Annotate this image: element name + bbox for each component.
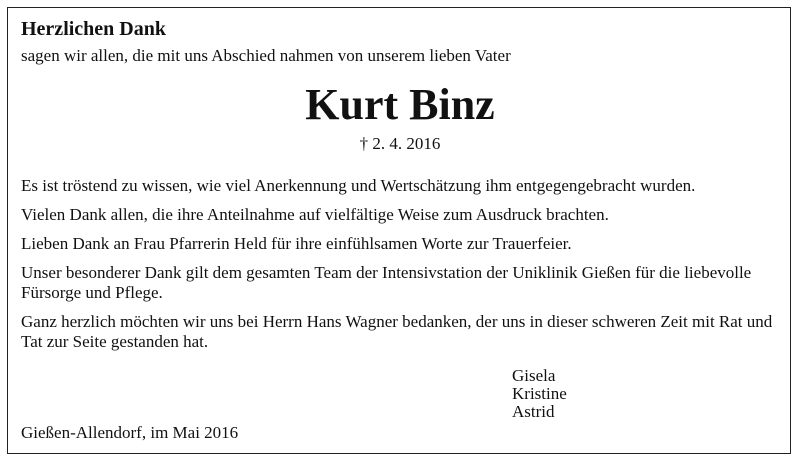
paragraph: Ganz herzlich möchten wir uns bei Herrn Hans Wagner bedanken, der uns in dieser schweren Zeit mit Rat und Tat zur Seite gestanden hat.: [21, 312, 773, 351]
paragraph: Es ist tröstend zu wissen, wie viel Anerkennung und Wertschätzung ihm entgegengebracht wurden.: [21, 176, 696, 195]
paragraph: Unser besonderer Dank gilt dem gesamten Team der Intensivstation der Uniklinik Gießen für die liebevolle Fürsorge und Pflege.: [21, 263, 752, 302]
signer-name: Kristine: [512, 384, 567, 403]
notice-heading: Herzlichen Dank: [21, 18, 166, 40]
paragraph: Vielen Dank allen, die ihre Anteilnahme auf vielfältige Weise zum Ausdruck brachten.: [21, 205, 609, 224]
signer-name: Astrid: [512, 402, 555, 421]
intro-line: sagen wir allen, die mit uns Abschied nahmen von unserem lieben Vater: [21, 46, 511, 65]
paragraph: Lieben Dank an Frau Pfarrerin Held für ihre einfühlsamen Worte zur Trauerfeier.: [21, 234, 572, 253]
signer-name: Gisela: [512, 366, 556, 385]
place-and-date: Gießen-Allendorf, im Mai 2016: [21, 423, 239, 442]
signers-list: [512, 367, 567, 421]
death-date: † 2. 4. 2016: [359, 134, 441, 153]
thanks-paragraphs: [21, 176, 783, 361]
deceased-name: Kurt Binz: [305, 80, 495, 129]
